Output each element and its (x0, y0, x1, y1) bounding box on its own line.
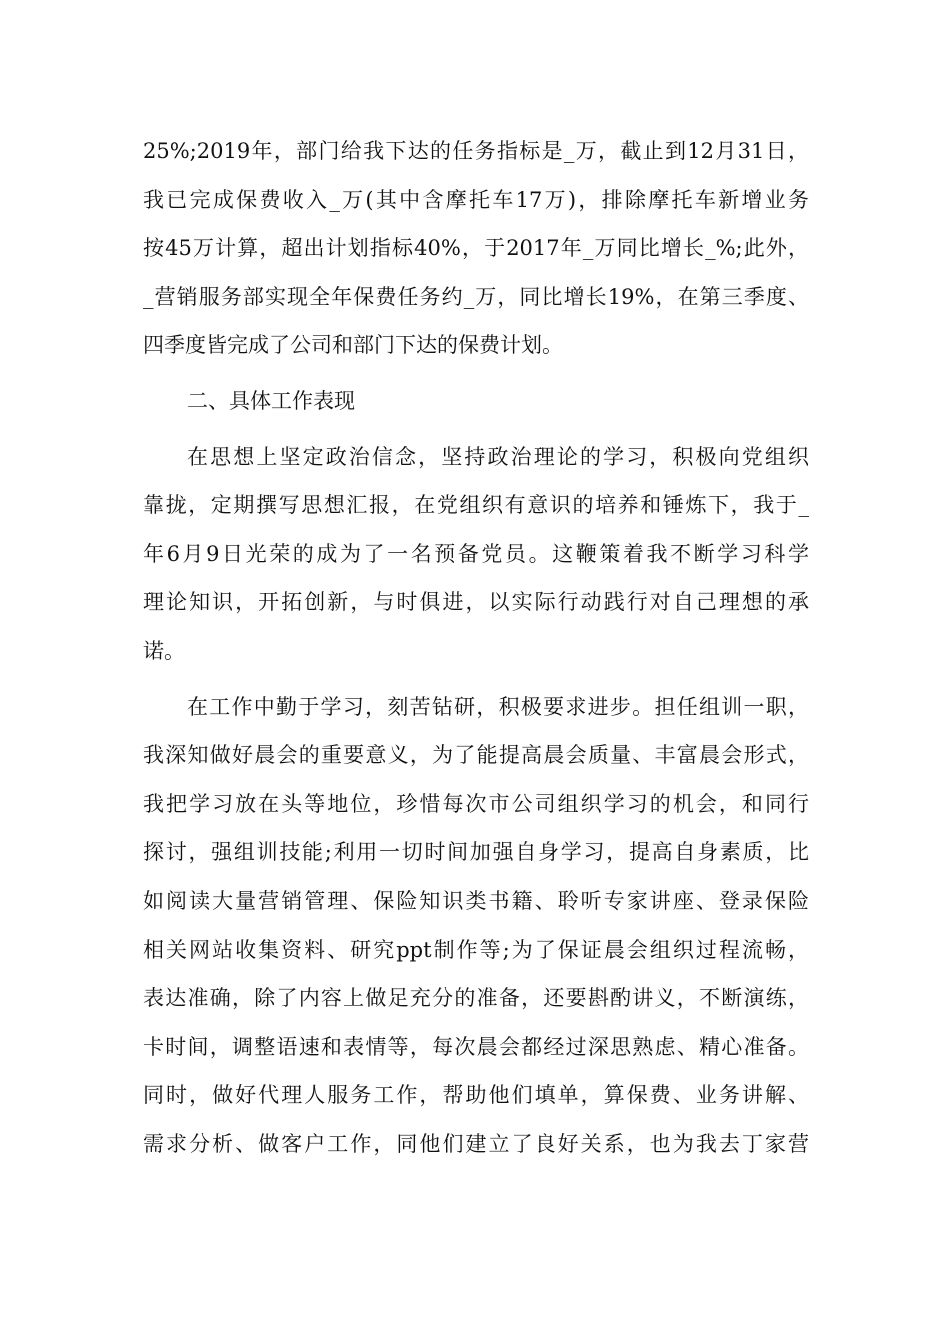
text-line: _营销服务部实现全年保费任务约_万，同比增长19%，在第三季度、 (143, 284, 809, 309)
text-line: 如阅读大量营销管理、保险知识类书籍、聆听专家讲座、登录保险 (143, 888, 809, 913)
text-line: 我深知做好晨会的重要意义，为了能提高晨会质量、丰富晨会形式， (143, 743, 809, 768)
paragraph-work-study (143, 683, 809, 1169)
document-body (143, 127, 809, 1168)
text-line: 探讨，强组训技能;利用一切时间加强自身学习，提高自身素质，比 (143, 840, 809, 865)
text-line: 四季度皆完成了公司和部门下达的保费计划。 (143, 333, 563, 358)
text-line: 卡时间，调整语速和表情等，每次晨会都经过深思熟虑、精心准备。 (143, 1034, 809, 1059)
text-line: 25%;2019年，部门给我下达的任务指标是_万，截止到12月31日， (143, 139, 809, 163)
section-heading (143, 377, 809, 426)
text-line: 年6月9日光荣的成为了一名预备党员。这鞭策着我不断学习科学 (143, 541, 809, 566)
section-heading-text: 二、具体工作表现 (187, 388, 355, 413)
paragraph-premium-results (143, 127, 809, 370)
text-line: 同时，做好代理人服务工作，帮助他们填单，算保费、业务讲解、 (143, 1083, 809, 1108)
text-line: 需求分析、做客户工作，同他们建立了良好关系，也为我去丁家营 (143, 1131, 809, 1156)
text-line: 诺。 (143, 638, 185, 663)
text-line: 相关网站收集资料、研究ppt制作等;为了保证晨会组织过程流畅， (143, 937, 809, 962)
text-line: 按45万计算，超出计划指标40%，于2017年_万同比增长_%;此外， (143, 236, 809, 261)
text-line: 理论知识，开拓创新，与时俱进，以实际行动践行对自己理想的承 (143, 590, 809, 615)
text-line: 我已完成保费收入_万(其中含摩托车17万)，排除摩托车新增业务 (143, 187, 809, 212)
text-line: 靠拢，定期撰写思想汇报，在党组织有意识的培养和锤炼下，我于_ (143, 493, 809, 518)
paragraph-political-thought (143, 433, 809, 676)
text-line: 我把学习放在头等地位，珍惜每次市公司组织学习的机会，和同行 (143, 791, 809, 816)
text-line: 在思想上坚定政治信念，坚持政治理论的学习，积极向党组织 (187, 444, 809, 469)
text-line: 在工作中勤于学习，刻苦钻研，积极要求进步。担任组训一职， (187, 694, 809, 719)
text-line: 表达准确，除了内容上做足充分的准备，还要斟酌讲义，不断演练， (143, 986, 809, 1011)
